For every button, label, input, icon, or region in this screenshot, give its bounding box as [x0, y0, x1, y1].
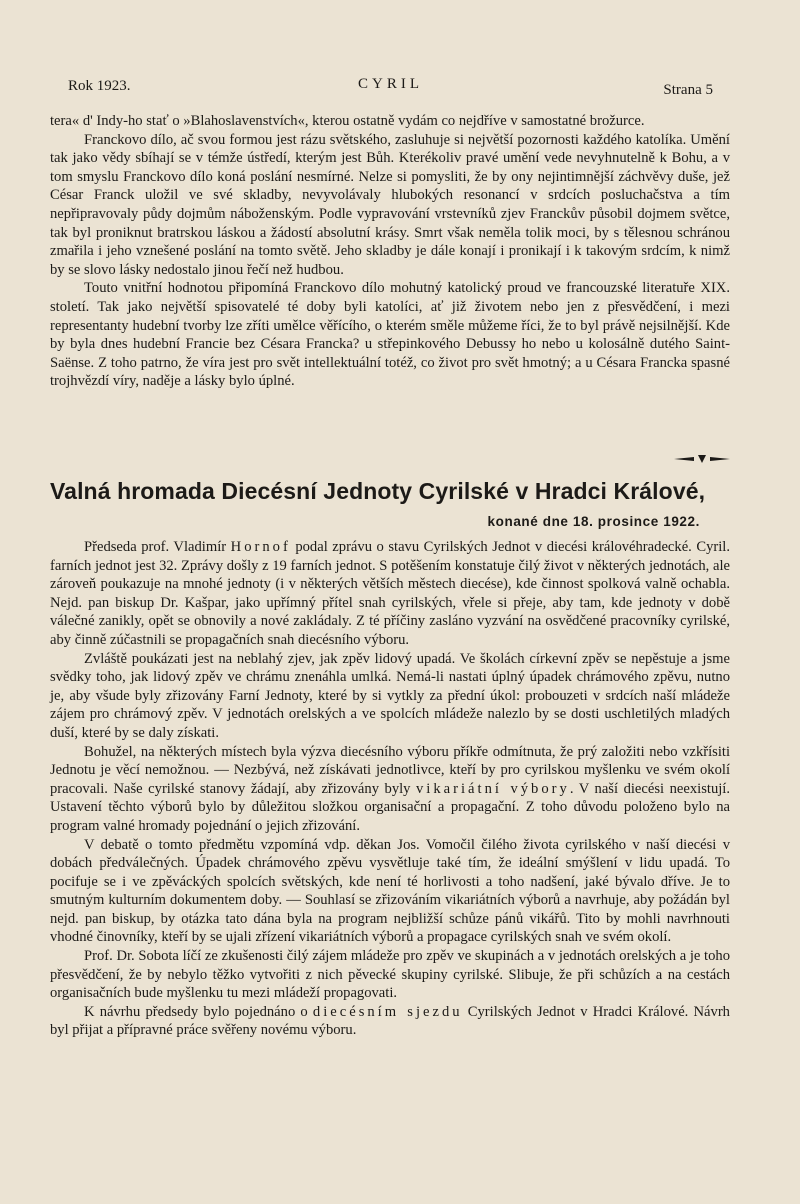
paragraph: Zvláště poukázati jest na neblahý zjev, jak zpěv lidový upadá. Ve školách církevní zpěv se nepěstuje a jsme svědky toho, jak lidový zpěv ve chrámu znenáhla umlká. Nemá-li nastati úplný úpadek chrámového zpěvu, nutno je, aby všude byly zřizovány Farní Jednoty, které by si vytkly za přední úkol: probouzeti v srdcích naší mládeže zájem pro chrámový zpěv. V jednotách orelských a ve spolcích mládeže nalezlo by se dosti uschletilých mladých duší, které by se daly získati. — [50, 650, 730, 741]
paragraph: Prof. Dr. Sobota líčí ze zkušenosti čilý zájem mládeže pro zpěv ve skupinách a v jednotách orelských a je toho přesvědčení, že by nebylo těžko vytvořiti z nich pěvecké skupiny cyrilské. Slibuje, že při schůzích a na cestách organisačních bude myšlenku tu mezi mládeží propagovati. — [50, 948, 730, 1002]
paragraph — [50, 538, 730, 650]
spaced-term: diecésním sjezdu — [312, 1003, 463, 1020]
article-body — [50, 538, 730, 1040]
text-run: Bohužel, na některých místech byla výzva diecésního výboru příkře odmítnuta, že prý založiti nebo vzkřísiti Jednotu je věcí nemožnou. — Nezbývá, než získávati jednotlivce, kteří by pro cyrilskou myšlenku ve svém okolí pracovali. Naše cyrilské stanovy žádají, aby zřizovány byly — [50, 743, 730, 797]
running-head — [68, 78, 713, 102]
text-run: K návrhu předsedy bylo pojednáno o — [84, 1003, 313, 1020]
text-run: podal zprávu o stavu Cyrilských Jednot v diecési královéhradecké. Cyril. farních jednot jest 32. Zprávy došly z 19 farních jednot. S potěšením konstatuje čilý život v některých jednotách, ale zároveň poukazuje na mnohé jednoty (i v některých větších městech diecése), kde činnost spolková valně ochabla. Nejd. pan biskup Dr. Kašpar, jako upřímný přítel snah cyrilských, vřele si přeje, aby tam, kde jednoty v době válečné zanikly, opět se obnovily a nové zakládaly. Z té příčiny zasláno vyzvání na osvědčené pracovníky cyrilské, aby činně zúčastnili se propagačních snah diecésního výboru. — [50, 539, 730, 648]
paragraph — [50, 1003, 730, 1040]
article-title: Valná hromada Diecésní Jednoty Cyrilské v Hradci Králové, — [50, 478, 706, 504]
continued-article — [50, 112, 730, 391]
ornament-divider — [672, 452, 732, 466]
journal-title: CYRIL — [358, 76, 423, 92]
spaced-term: vikariátní výbory — [416, 780, 570, 797]
text-run: . V naší diecési neexistují. Ustavení těchto výborů bylo by důležitou složkou organisační a propagační. Z toho důvodu položeno bylo na program valné hromady pojednání o jejich zřizování. — [50, 780, 731, 834]
text-run: Předseda prof. Vladimír — [84, 539, 231, 555]
paragraph: Touto vnitřní hodnotou připomíná Franckovo dílo mohutný katolický proud ve francouzské literatuře XIX. století. Tak jako největší spisovatelé té doby byli katolíci, ať již životem nebo jen z přesvědčení, i mezi representanty hudební tvorby lze zříti umělce věřícího, o kterém směle můžeme říci, že to byl právě nejsilnější. Kde by byla dnes hudební Francie bez Césara Francka? u střepinkového Debussy ho nebo u kolosálně dutého Saint-Saënse. Z toho patrno, že víra jest pro svět intellektuální totéž, co život pro svět hmotný; a u Césara Francka spasné trojhvězdí víry, naděje a lásky bylo úplné. — [50, 280, 730, 390]
spaced-name: Hornof — [230, 539, 291, 555]
paragraph — [50, 743, 730, 836]
text-run: Cyrilských Jednot v Hradci Králové. Návrh byl přijat a přípravné práce svěřeny novému výboru. — [50, 1003, 730, 1039]
paragraph: V debatě o tomto předmětu vzpomíná vdp. děkan Jos. Vomočil čilého života cyrilského v naší diecési v dobách předválečných. Úpadek chrámového zpěvu vysvětluje také tím, že ideální smýšlení v lidu upadá. To pocifuje se i ve zpěváckých spolcích světských, kde není té horlivosti a toho nadšení, jaké bývalo dříve. Je to smutným kulturním dokumentem doby. — Souhlasí se zřizováním vikariátních výborů a navrhuje, aby požádán byl nejd. pan biskup, by otázka tato dána byla na program nejbližší schůze pánů vikářů. Tito by mohli navrhnouti vhodné činovníky, kteří by se ujali zřízení vikariátních výborů a propagace cyrilských snah ve svém okolí. — [50, 836, 730, 946]
year-label: Rok 1923. — [68, 78, 131, 94]
paragraph: tera« d' Indy-ho stať o »Blahoslavenstvích«, kterou ostatně vydám co nejdříve v samostatné brožurce. — [50, 113, 645, 129]
article-subtitle: konané dne 18. prosince 1922. — [487, 514, 700, 529]
page-number: Strana 5 — [663, 82, 713, 98]
paragraph: Franckovo dílo, ač svou formou jest rázu světského, zasluhuje si největší pozornosti každého katolíka. Umění tak jako vědy sbíhají se v témže ústředí, kterým jest Bůh. Kterékoliv pravé umění vede nevyhnutelně k Bohu, a v tom smyslu Franckovo dílo koná poslání nesmírné. Nelze si pomysliti, že by ony nejintimnější záchvěvy duše, jež César Franck uložil ve své skladby, nevyvolávaly hlubokých resonancí v srdcích posluchačstva a tím nepřipravovaly půdy dojmům náboženským. Podle vypravování vrstevníků zjev Franckův působil dojmem světce, tak byl proniknut bratrskou láskou a žádostí absolutní krásy. Smrt však neměla tolik moci, by s tělesnou schránou zmařila i jeho vznešené poslání na tomto světě. Jeho skladby je dále konají i pronikají i k takovým srdcím, k nimž by se slovo lásky nedostalo jinou řečí než hudbou. — [50, 131, 730, 278]
